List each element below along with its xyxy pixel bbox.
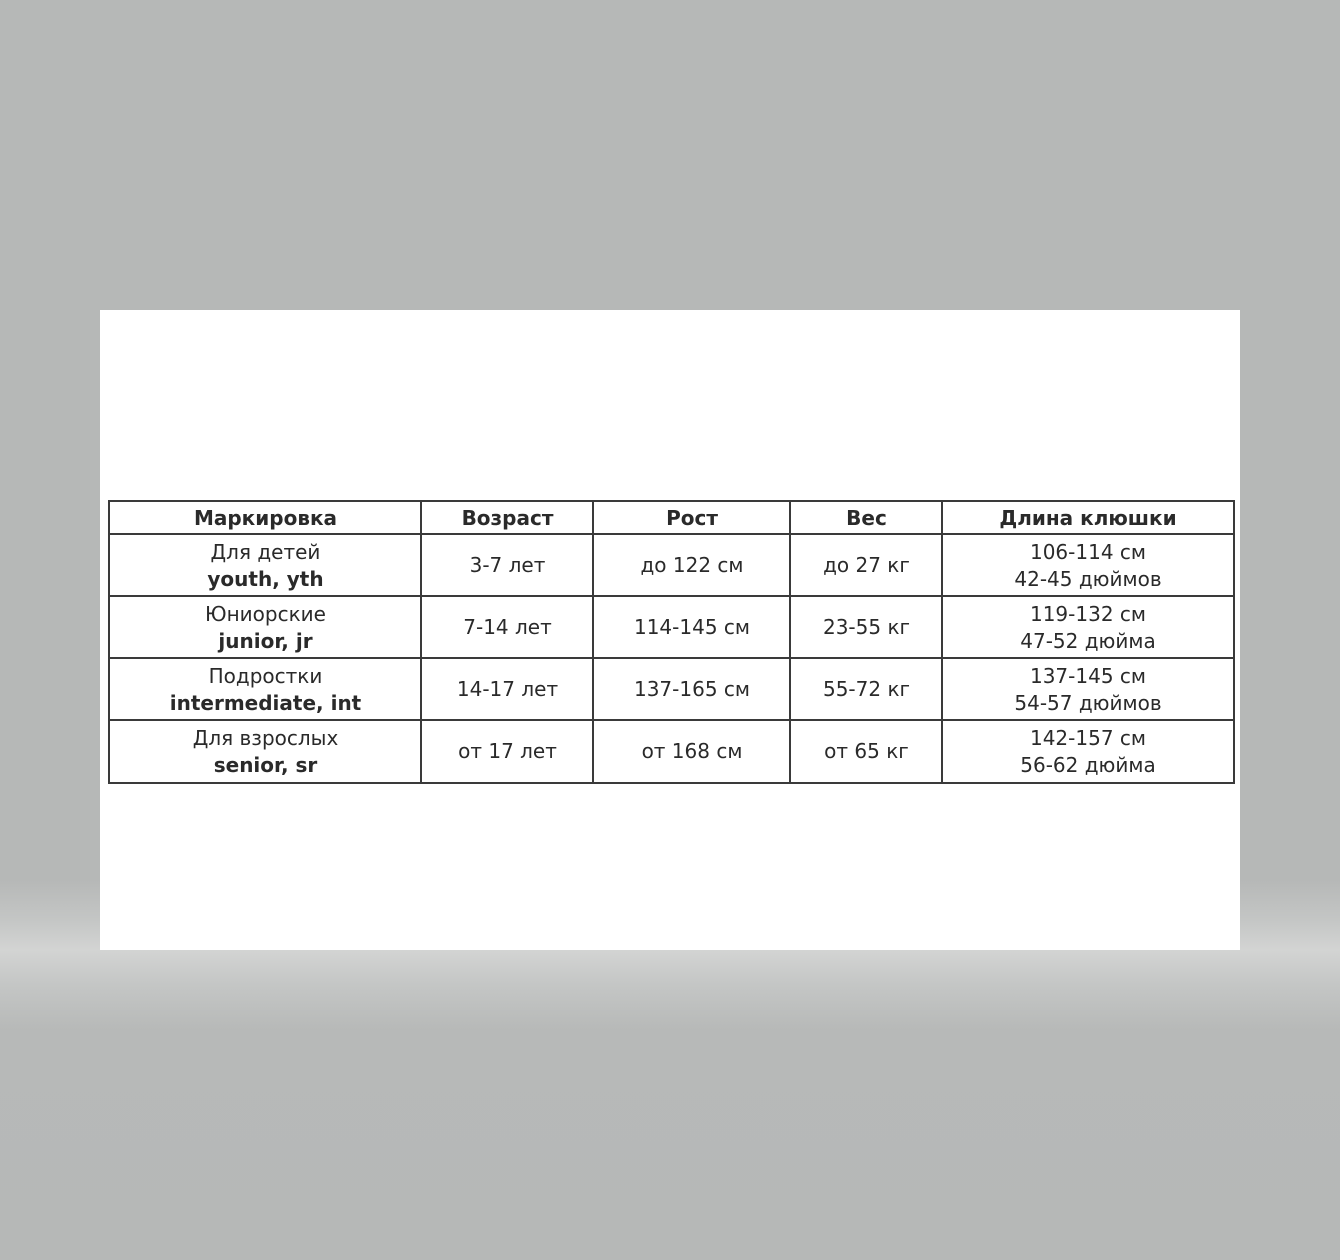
marking-code: senior, sr <box>213 752 318 777</box>
height-cell: от 168 см <box>594 721 791 782</box>
column-header-marking: Маркировка <box>110 502 422 535</box>
weight-cell: 23-55 кг <box>791 597 943 659</box>
marking-cell <box>110 659 422 721</box>
age-cell: 3-7 лет <box>422 535 594 597</box>
marking-label: Юниорские <box>205 601 326 626</box>
age-cell: от 17 лет <box>422 721 594 782</box>
stick-length-cell <box>943 535 1233 597</box>
stick-length-inches: 54-57 дюймов <box>1014 690 1162 715</box>
stick-length-cm: 106-114 см <box>1029 539 1146 564</box>
stick-length-inches: 56-62 дюйма <box>1020 752 1156 777</box>
table-row <box>110 721 1233 782</box>
marking-cell <box>110 597 422 659</box>
stick-length-cell <box>943 721 1233 782</box>
weight-cell: 55-72 кг <box>791 659 943 721</box>
marking-code: youth, yth <box>207 566 324 591</box>
marking-label: Подростки <box>208 663 323 688</box>
stick-length-inches: 42-45 дюймов <box>1014 566 1162 591</box>
stick-length-cell <box>943 659 1233 721</box>
age-cell: 14-17 лет <box>422 659 594 721</box>
hockey-stick-size-table <box>108 500 1235 784</box>
table-row <box>110 597 1233 659</box>
table-header-row <box>110 502 1233 535</box>
marking-cell <box>110 721 422 782</box>
stick-length-cm: 137-145 см <box>1029 663 1146 688</box>
stick-length-cm: 142-157 см <box>1029 725 1146 750</box>
table-row <box>110 535 1233 597</box>
stick-length-cell <box>943 597 1233 659</box>
weight-cell: от 65 кг <box>791 721 943 782</box>
marking-label: Для детей <box>210 539 321 564</box>
height-cell: до 122 см <box>594 535 791 597</box>
height-cell: 137-165 см <box>594 659 791 721</box>
weight-cell: до 27 кг <box>791 535 943 597</box>
stick-length-cm: 119-132 см <box>1029 601 1146 626</box>
column-header-stick-length: Длина клюшки <box>943 502 1233 535</box>
marking-label: Для взрослых <box>192 725 339 750</box>
marking-cell <box>110 535 422 597</box>
column-header-weight: Вес <box>791 502 943 535</box>
column-header-age: Возраст <box>422 502 594 535</box>
table-row <box>110 659 1233 721</box>
age-cell: 7-14 лет <box>422 597 594 659</box>
document-sheet <box>100 310 1240 950</box>
marking-code: junior, jr <box>218 628 313 653</box>
column-header-height: Рост <box>594 502 791 535</box>
height-cell: 114-145 см <box>594 597 791 659</box>
marking-code: intermediate, int <box>169 690 362 715</box>
stick-length-inches: 47-52 дюйма <box>1020 628 1156 653</box>
